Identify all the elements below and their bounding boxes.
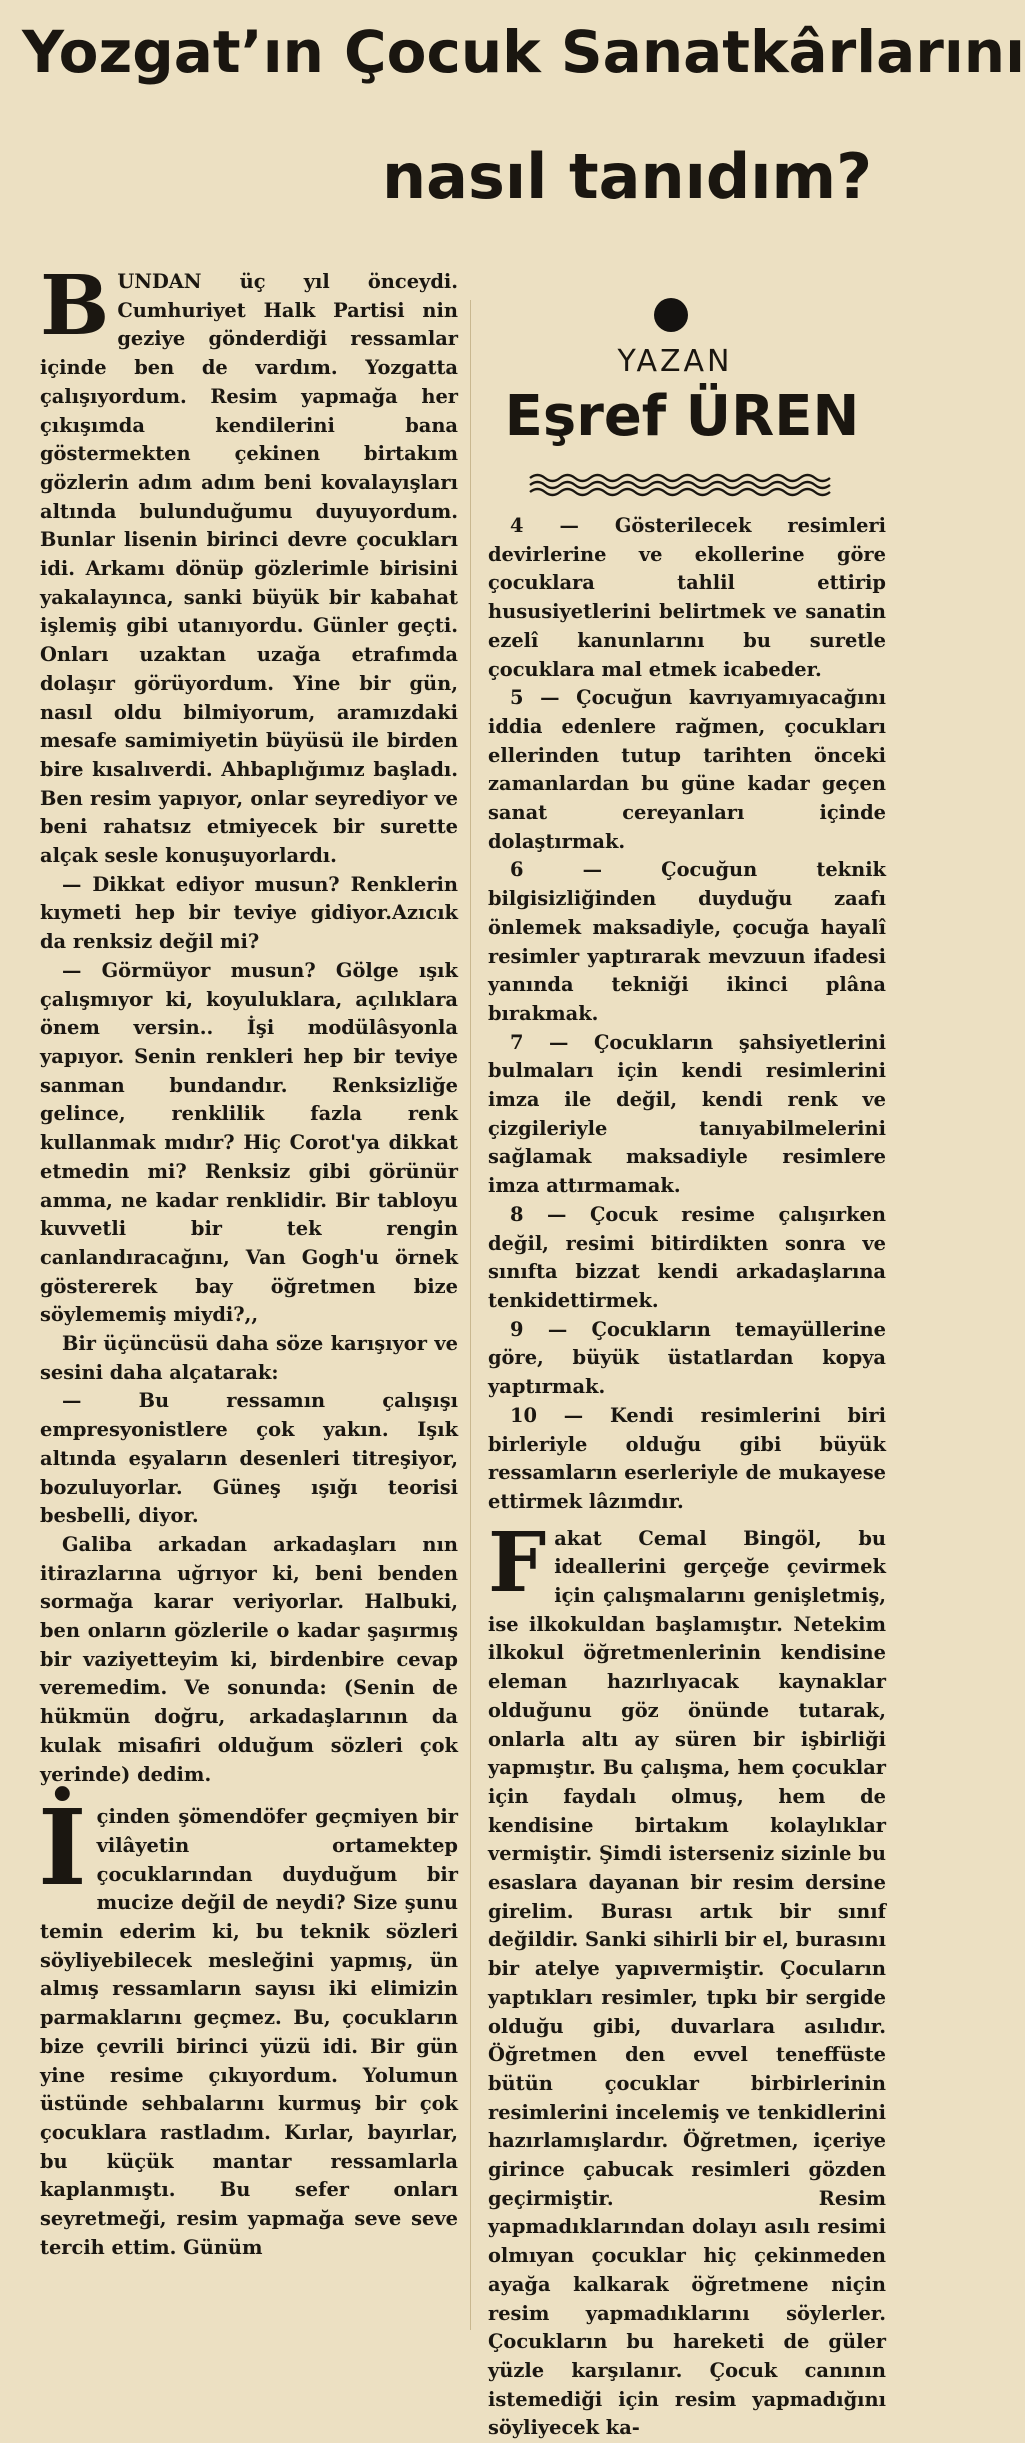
paragraph-4: Bir üçüncüsü daha söze karışıyor ve sesini daha alçatarak: xyxy=(40,1332,458,1384)
paragraph-6: Galiba arkadan arkadaşları nın itirazlarına uğrıyor ki, beni benden sormağa karar veriyorlar. Halbuki, ben onların gözlerile o kadar şaşırmış bir vaziyetteyim ki, birdenbire cevap veremedim. Ve sonunda: (Senin de hükmün doğru, arkadaşlarının da kulak misafiri olduğum sözleri çok yerinde) dedim. xyxy=(40,1532,458,1786)
headline-line-1: Yozgat’ın Çocuk Sanatkârlarını xyxy=(22,18,1025,86)
left-column xyxy=(38,258,458,2263)
byline-author: Eşref ÜREN xyxy=(504,384,860,449)
byline-label: YAZAN xyxy=(617,344,733,379)
paragraph-5: — Bu ressamın çalışışı empresyonistlere çok yakın. Işık altında eşyaların desenleri titreşiyor, bozuluyorlar. Güneş ışığı teorisi besbelli, diyor. xyxy=(40,1389,458,1528)
paragraph-7-text: çinden şömendöfer geçmiyen bir vilâyetin ortamektep çocuklarından duyduğum bir mucize değil de neydi? Size şunu temin ederim ki, bu teknik sözleri söyliyebilecek mesleğini yapmış, ün almış ressamların sayısı iki elimizin parmaklarını geçmez. Bu, çocukların bize çevrili birinci yüzü idi. Bir gün yine resime çıkıyordum. Yolumun üstünde sehbalarını kurmuş bir çok çocuklara rastladım. Kırlar, bayırlar, bu küçük mantar ressamlarla kaplanmıştı. Bu sefer onları seyretmeği, resim yapmağa seve seve tercih ettim. Günüm xyxy=(40,1805,458,2259)
headline-line-2: nasıl tanıdım? xyxy=(382,140,873,213)
list-item-9: 9 — Çocukların temayüllerine göre, büyük üstatlardan kopya yaptırmak. xyxy=(488,1317,886,1399)
drop-cap-b: B xyxy=(40,258,110,354)
list-item-6: 6 — Çocuğun teknik bilgisizliğinden duyduğu zaafı önlemek maksadiyle, çocuğa hayalî resimler yaptırarak mevzuun ifadesi yanında tekniği ikinci plâna bırakmak. xyxy=(488,858,886,1025)
wave-divider-ornament xyxy=(530,472,830,496)
bullet-dot-ornament xyxy=(654,298,688,332)
list-item-10: 10 — Kendi resimlerini biri birleriyle olduğu gibi büyük ressamların eserleriyle de mukayese ettirmek lâzımdır. xyxy=(488,1403,886,1513)
final-paragraph xyxy=(488,1514,886,2443)
list-item-4: 4 — Gösterilecek resimleri devirlerine ve ekollerine göre çocuklara tahlil ettirip hususiyetlerini belirtmek ve sanatin ezelî kanunlarını bu suretle çocuklara mal etmek icabeder. xyxy=(488,514,886,681)
list-item-8: 8 — Çocuk resime çalışırken değil, resimi bitirdikten sonra ve sınıfta bizzat kendi arkadaşlarına tenkidettirmek. xyxy=(488,1202,886,1312)
paragraph-7 xyxy=(38,1786,458,2262)
list-item-7: 7 — Çocukların şahsiyetlerini bulmaları için kendi resimlerini imza ile değil, kendi renk ve çizgileriyle tanıyabilmelerini sağlamak maksadiyle resimlere imza attırmamak. xyxy=(488,1030,886,1198)
column-divider xyxy=(470,300,471,2330)
paragraph-1 xyxy=(40,258,458,871)
drop-cap-i: İ xyxy=(38,1786,87,1910)
list-item-5: 5 — Çocuğun kavrıyamıyacağını iddia edenlere rağmen, çocukları ellerinden tutup tarihten önceki zamanlardan bu güne kadar geçen sanat cereyanları içinde dolaştırmak. xyxy=(488,686,886,853)
drop-cap-f: F xyxy=(488,1514,547,1611)
right-column xyxy=(488,512,886,2443)
paragraph-1-text: UNDAN üç yıl önceydi. Cumhuriyet Halk Partisi nin geziye gönderdiği ressamlar içinde ben de vardım. Yozgatta çalışıyordum. Resim yapmağa her çıkışımda kendilerini bana göstermekten çekinen birtakım gözlerin adım adım beni kovalayışları altında bulunduğumu duyuyordum. Bunlar lisenin birinci devre çocukları idi. Arkamı dönüp gözlerimle birisini yakalayınca, sanki büyük bir kabahat işlemiş gibi utanıyordu. Günler geçti. Onları uzaktan uzağa etrafımda dolaşır görüyordum. Yine bir gün, nasıl oldu bilmiyorum, aramızdaki mesafe samimiyetin büyüsü ile birden bire kısalıverdi. Ahbaplığımız başladı. Ben resim yapıyor, onlar seyrediyor ve beni rahatsız etmiyecek bir surette alçak sesle konuşuyorlardı. xyxy=(40,270,458,868)
paragraph-2: — Dikkat ediyor musun? Renklerin kıymeti hep bir teviye gidiyor.Azıcık da renksiz değil mi? xyxy=(40,872,458,954)
paragraph-3: — Görmüyor musun? Gölge ışık çalışmıyor ki, koyuluklara, açılıklara önem versin.. İşi modülâsyonla yapıyor. Senin renkleri hep bir teviye sanman bundandır. Renksizliğe gelince, renklilik fazla renk kullanmak mıdır? Hiç Corot'ya dikkat etmedin mi? Renksiz gibi görünür amma, ne kadar renklidir. Bir tabloyu kuvvetli bir tek rengin canlandıracağını, Van Gogh'u örnek göstererek bay öğretmen bize söylememiş miydi?,, xyxy=(40,958,458,1327)
final-paragraph-text: akat Cemal Bingöl, bu ideallerini gerçeğe çevirmek için çalışmalarını genişletmiş, ise ilkokuldan başlamıştır. Netekim ilkokul öğretmenlerinin kendisine eleman hazırlıyacak kaynaklar olduğunu göz önünde tutarak, onlarla altı ay süren bir işbirliği yapmıştır. Bu çalışma, hem çocuklar için faydalı olmuş, hem de kendisine birtakım kolaylıklar vermiştir. Şimdi isterseniz sizinle bu esaslara dayanan bir resim dersine girelim. Burası artık bir sınıf değildir. Sanki sihirli bir el, burasını bir atelye yapıvermiştir. Çocuların yaptıkları resimler, tıpkı bir sergide olduğu gibi, duvarlara asılıdır. Öğretmen den evvel teneffüste bütün çocuklar birbirlerinin resimlerini incelemiş ve tenkidlerini hazırlamışlardır. Öğretmen, içeriye girince çabucak resimleri gözden geçirmiştir. Resim yapmadıklarından dolayı asılı resimi olmıyan çocuklar hiç çekinmeden ayağa kalkarak öğretmene niçin resim yapmadıklarını söylerler. Çocukların bu hareketi de güler yüzle karşılanır. Çocuk canının istemediği için resim yapmadığını söyliyecek ka- xyxy=(488,1526,886,2440)
